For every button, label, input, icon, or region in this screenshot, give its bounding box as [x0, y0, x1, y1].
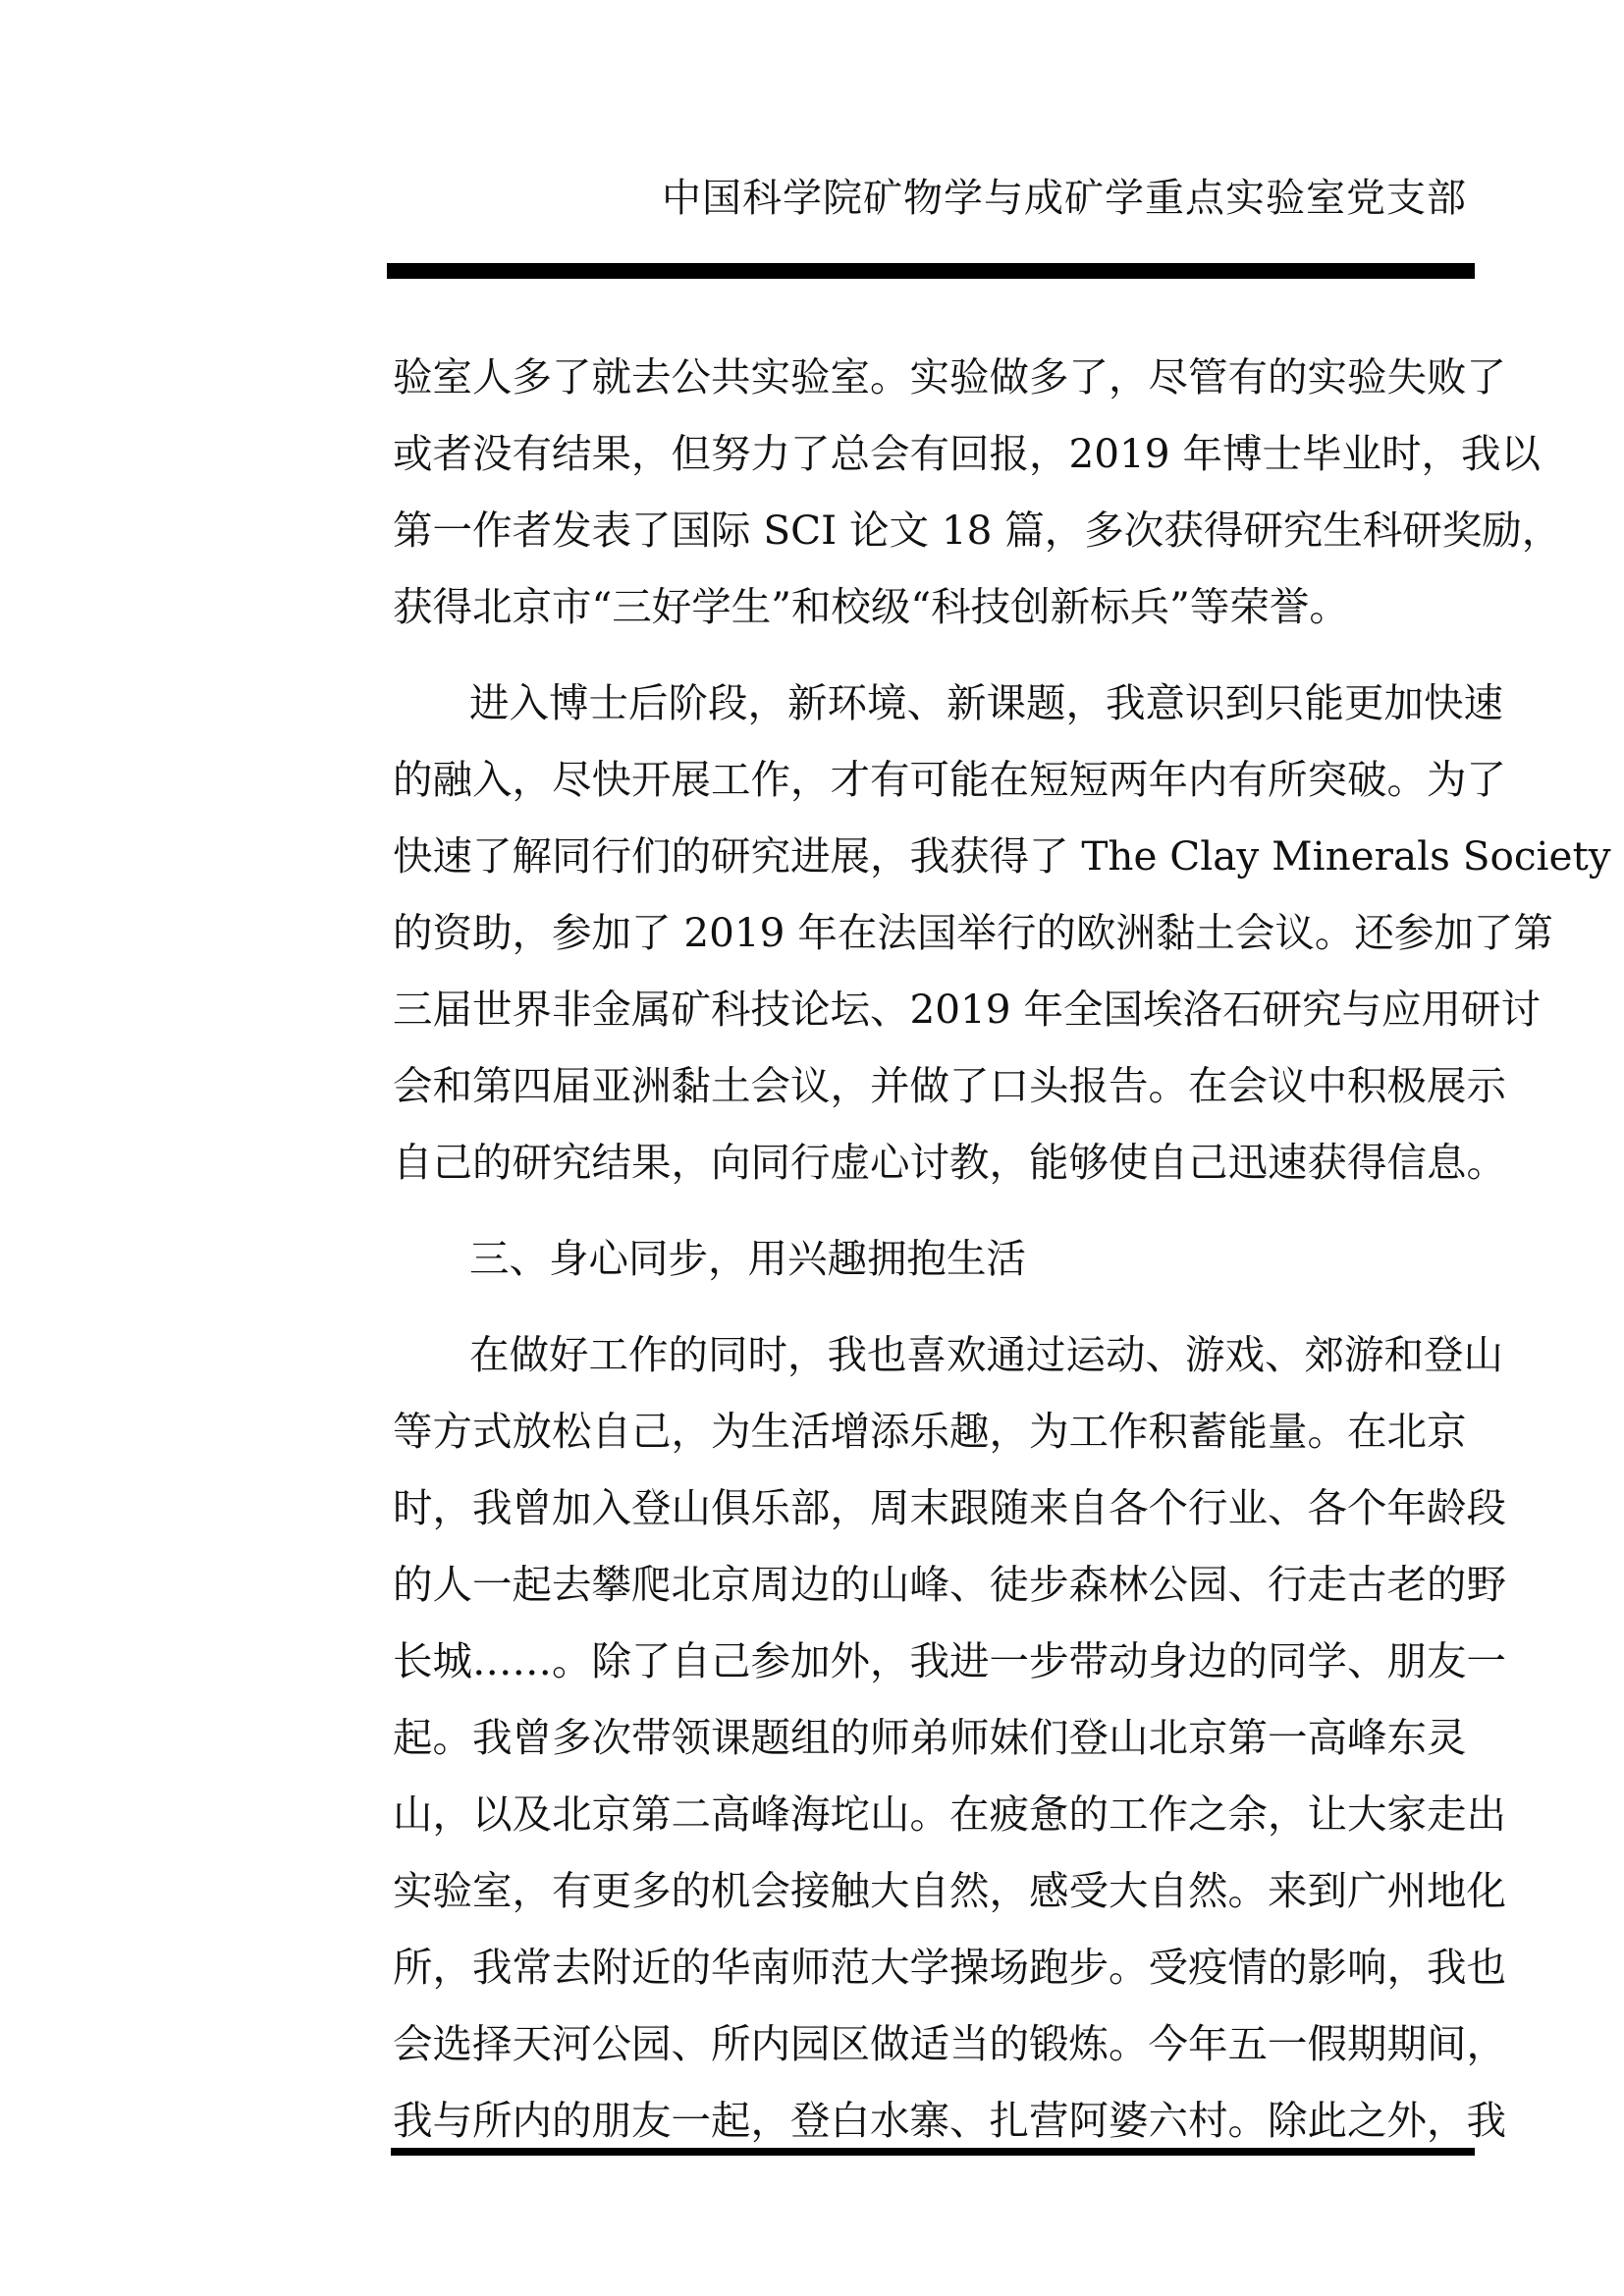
paragraph-line: 起。我曾多次带领课题组的师弟师妹们登山北京第一高峰东灵: [393, 1714, 1467, 1761]
header-rule: [387, 263, 1475, 279]
paragraph-line: 三届世界非金属矿科技论坛、2019 年全国埃洛石研究与应用研讨: [393, 986, 1541, 1033]
paragraph-line: 验室人多了就去公共实验室。实验做多了，尽管有的实验失败了: [393, 353, 1506, 400]
footer-rule: [391, 2148, 1475, 2156]
paragraph-line: 的人一起去攀爬北京周边的山峰、徒步森林公园、行走古老的野: [393, 1561, 1506, 1608]
paragraph-line: 进入博士后阶段，新环境、新课题，我意识到只能更加快速: [469, 679, 1503, 726]
paragraph-line: 时，我曾加入登山俱乐部，周末跟随来自各个行业、各个年龄段: [393, 1484, 1506, 1531]
paragraph-line: 会选择天河公园、所内园区做适当的锻炼。今年五一假期期间，: [393, 2020, 1506, 2067]
section-heading: 三、身心同步，用兴趣拥抱生活: [469, 1235, 1026, 1282]
paragraph-line: 快速了解同行们的研究进展，我获得了 The Clay Minerals Society: [393, 832, 1611, 880]
paragraph-line: 长城……。除了自己参加外，我进一步带动身边的同学、朋友一: [393, 1637, 1506, 1684]
paragraph-line: 所，我常去附近的华南师范大学操场跑步。受疫情的影响，我也: [393, 1944, 1506, 1991]
paragraph-line: 我与所内的朋友一起，登白水寨、扎营阿婆六村。除此之外，我: [393, 2097, 1506, 2144]
header-title: 中国科学院矿物学与成矿学重点实验室党支部: [662, 176, 1467, 221]
paragraph-line: 第一作者发表了国际 SCI 论文 18 篇，多次获得研究生科研奖励，: [393, 507, 1562, 554]
paragraph-line: 的资助，参加了 2019 年在法国举行的欧洲黏土会议。还参加了第: [393, 909, 1553, 956]
paragraph-line: 或者没有结果，但努力了总会有回报，2019 年博士毕业时，我以: [393, 430, 1541, 477]
paragraph-line: 会和第四届亚洲黏土会议，并做了口头报告。在会议中积极展示: [393, 1062, 1506, 1109]
paragraph-line: 等方式放松自己，为生活增添乐趣，为工作积蓄能量。在北京: [393, 1408, 1467, 1455]
paragraph-line: 山，以及北京第二高峰海坨山。在疲惫的工作之余，让大家走出: [393, 1790, 1506, 1838]
paragraph-line: 的融入，尽快开展工作，才有可能在短短两年内有所突破。为了: [393, 756, 1506, 803]
paragraph-line: 自己的研究结果，向同行虚心讨教，能够使自己迅速获得信息。: [393, 1139, 1506, 1186]
paragraph-line: 获得北京市“三好学生”和校级“科技创新标兵”等荣誉。: [393, 583, 1349, 630]
paragraph-line: 实验室，有更多的机会接触大自然，感受大自然。来到广州地化: [393, 1867, 1506, 1914]
paragraph-line: 在做好工作的同时，我也喜欢通过运动、游戏、郊游和登山: [469, 1331, 1503, 1378]
